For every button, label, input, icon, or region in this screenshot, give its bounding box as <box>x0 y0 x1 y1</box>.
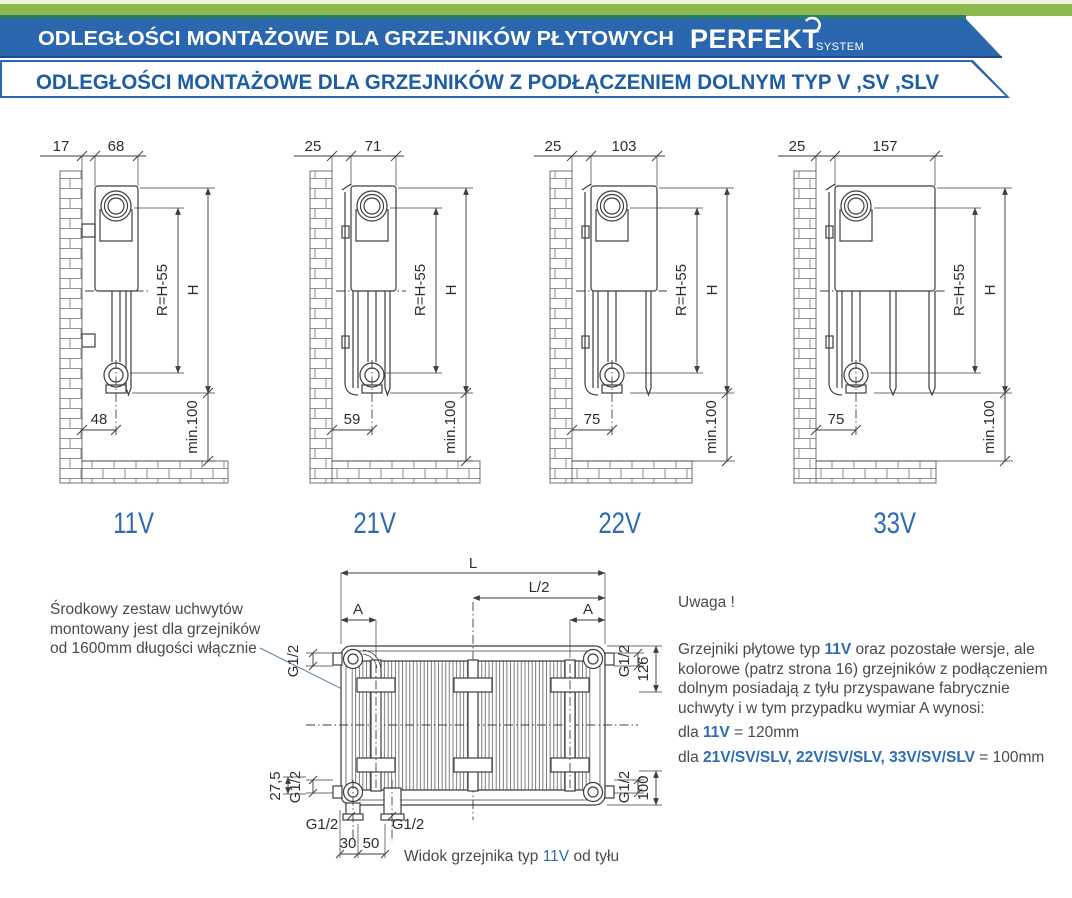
page-header <box>0 0 1072 106</box>
svg-text:H: H <box>704 284 721 296</box>
svg-text:H: H <box>443 284 460 296</box>
radiator-body <box>336 184 406 438</box>
svg-text:G1/2: G1/2 <box>391 816 425 833</box>
page-subtitle: ODLEGŁOŚCI MONTAŻOWE DLA GRZEJNIKÓW Z PODŁĄCZENIEM DOLNYM TYP V ,SV ,SLV <box>36 71 962 94</box>
drawing-22v <box>516 138 776 485</box>
svg-text:A: A <box>582 601 594 618</box>
svg-text:min.100: min.100 <box>442 400 459 454</box>
svg-text:R=H-55: R=H-55 <box>673 263 690 317</box>
svg-text:min.100: min.100 <box>981 400 998 454</box>
svg-text:A: A <box>352 601 364 618</box>
svg-text:25: 25 <box>544 138 562 155</box>
drawing-11v <box>20 138 252 485</box>
brick-wall <box>60 171 228 483</box>
svg-text:68: 68 <box>107 138 125 155</box>
svg-text:R=H-55: R=H-55 <box>154 263 171 317</box>
svg-text:H: H <box>982 284 999 296</box>
svg-text:100: 100 <box>635 775 652 801</box>
svg-text:H: H <box>185 284 202 296</box>
svg-text:50: 50 <box>362 835 380 852</box>
type-label-11v: 11V <box>113 507 155 540</box>
uwaga-paragraph: Grzejniki płytowe typ 11V oraz pozostałe wersje, ale kolorowe (patrz strona 16) grzejników z podłączeniem dolnym posiadają z tyłu przyspawane fabrycznie uchwyty i w tym przypadku wymiar A wynosi: <box>678 641 1048 717</box>
header-teal-bar <box>0 15 966 20</box>
svg-text:126: 126 <box>635 656 652 682</box>
svg-text:L/2: L/2 <box>528 579 550 596</box>
uwaga-rule-11v: dla 11V = 120mm <box>678 724 800 741</box>
brand-sub: SYSTEM <box>816 41 865 53</box>
radiator-body <box>820 184 945 438</box>
rear-view-drawing <box>236 558 676 898</box>
svg-text:75: 75 <box>583 411 601 428</box>
radiator-body <box>82 186 148 438</box>
section-diagram-21v <box>276 138 521 541</box>
svg-text:G1/2: G1/2 <box>285 644 302 678</box>
svg-text:103: 103 <box>611 138 637 155</box>
svg-text:75: 75 <box>827 411 845 428</box>
svg-text:G1/2: G1/2 <box>305 816 339 833</box>
radiator-body <box>576 184 667 438</box>
drawing-21v <box>276 138 521 485</box>
note-line-3: od 1600mm długości włącznie <box>50 640 257 657</box>
svg-text:G1/2: G1/2 <box>616 644 633 678</box>
center-bracket-note <box>50 600 290 659</box>
svg-text:59: 59 <box>343 411 361 428</box>
page-title: ODLEGŁOŚCI MONTAŻOWE DLA GRZEJNIKÓW PŁYTOWYCH <box>38 28 628 50</box>
svg-text:G1/2: G1/2 <box>616 770 633 804</box>
svg-text:25: 25 <box>788 138 806 155</box>
svg-text:min.100: min.100 <box>703 400 720 454</box>
rear-view-caption: Widok grzejnika typ 11V od tyłu <box>404 848 620 865</box>
note-line-1: Środkowy zestaw uchwytów <box>50 601 243 618</box>
svg-text:R=H-55: R=H-55 <box>951 263 968 317</box>
note-line-2: montowany jest dla grzejników <box>50 620 261 638</box>
svg-text:48: 48 <box>90 411 108 428</box>
header-green-bar <box>0 4 1072 16</box>
svg-text:min.100: min.100 <box>184 400 201 454</box>
uwaga-title: Uwaga ! <box>678 594 735 611</box>
svg-text:L: L <box>468 558 478 572</box>
svg-text:G1/2: G1/2 <box>287 770 304 804</box>
section-diagram-22v <box>516 138 776 541</box>
type-label-22v: 22V <box>598 507 642 540</box>
svg-text:R=H-55: R=H-55 <box>412 263 429 317</box>
uwaga-note <box>678 594 1072 767</box>
section-diagram-33v <box>760 138 1055 541</box>
svg-text:30: 30 <box>339 835 357 852</box>
svg-text:71: 71 <box>364 138 382 155</box>
svg-text:27,5: 27,5 <box>267 771 284 801</box>
section-diagram-11v <box>20 138 252 541</box>
type-label-21v: 21V <box>353 507 396 540</box>
svg-text:25: 25 <box>304 138 322 155</box>
uwaga-rule-other: dla 21V/SV/SLV, 22V/SV/SLV, 33V/SV/SLV = 100mm <box>678 748 1045 766</box>
type-label-33v: 33V <box>873 507 916 540</box>
drawing-33v <box>760 138 1055 485</box>
brand-logo: PERFEKT <box>690 24 820 54</box>
svg-text:157: 157 <box>872 138 898 155</box>
svg-text:17: 17 <box>52 138 70 155</box>
